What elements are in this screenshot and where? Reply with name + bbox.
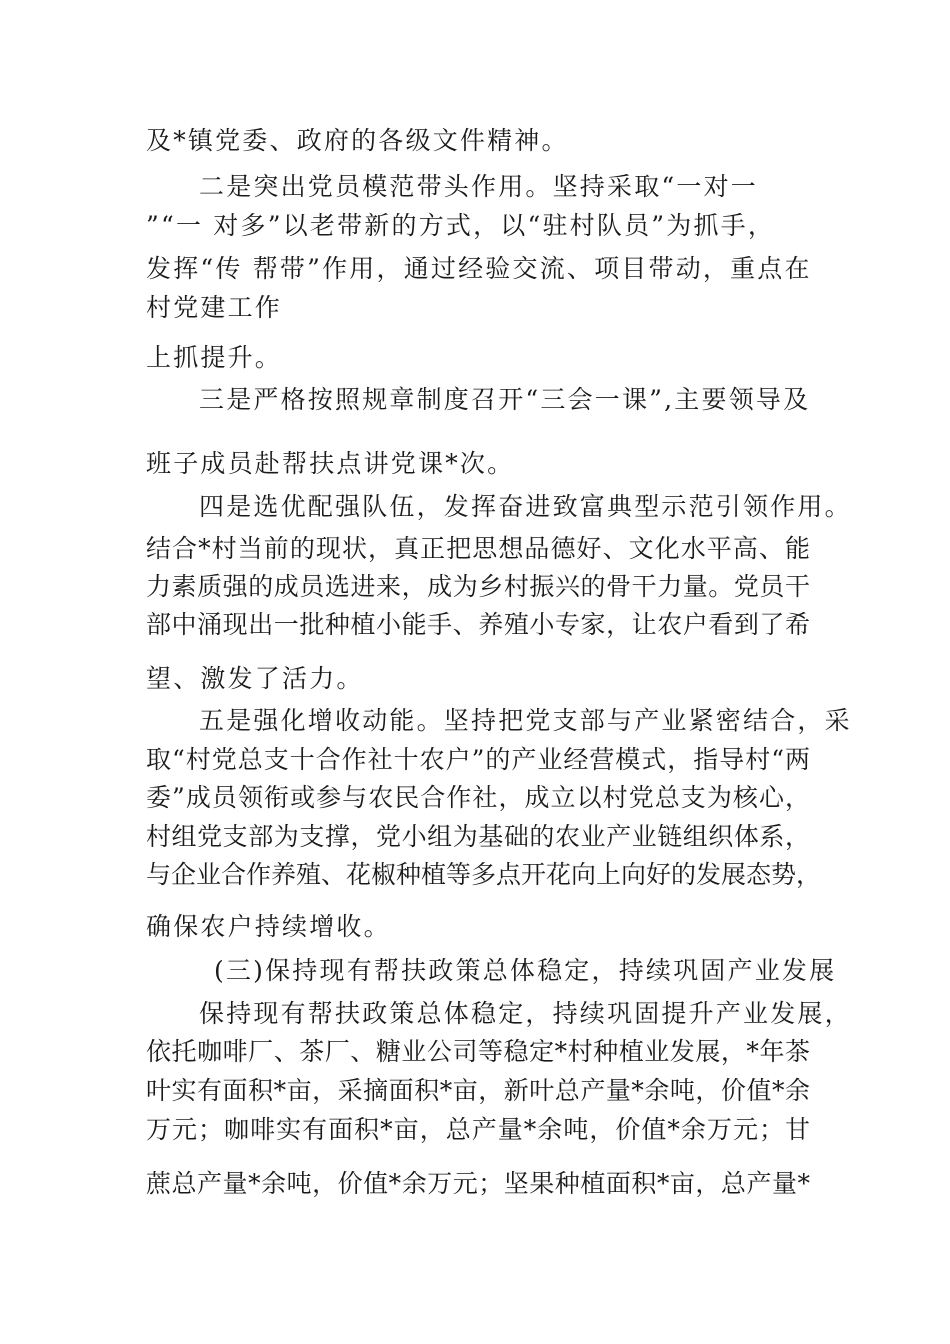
text-line: 结合*村当前的现状，真正把思想品德好、文化水平高、能 <box>146 534 810 563</box>
text-line: ”“一 对多”以老带新的方式，以“驻村队员”为抓手， <box>146 211 776 240</box>
paragraph-start: 二是突出党员模范带头作用。坚持采取“一对一 <box>199 172 758 201</box>
paragraph-start: 四是选优配强队伍，发挥奋进致富典型示范引领作用。 <box>199 492 852 521</box>
text-line: 蔗总产量*余吨，价值*余万元；坚果种植面积*亩，总产量* <box>146 1169 810 1198</box>
text-line: 发挥“传 帮带”作用，通过经验交流、项目带动，重点在 <box>146 254 812 283</box>
text-line: 村组党支部为支撑，党小组为基础的农业产业链组织体系， <box>146 822 810 851</box>
paragraph-start: 保持现有帮扶政策总体稳定，持续巩固提升产业发展， <box>199 999 852 1028</box>
text-line: 力素质强的成员选进来，成为乡村振兴的骨干力量。党员干 <box>146 572 810 601</box>
text-line: 及*镇党委、政府的各级文件精神。 <box>146 126 569 155</box>
text-line: 万元；咖啡实有面积*亩，总产量*余吨，价值*余万元；甘 <box>146 1115 810 1144</box>
text-line: 部中涌现出一批种植小能手、养殖小专家，让农户看到了希 <box>146 610 810 639</box>
text-line: 依托咖啡厂、茶厂、糖业公司等稳定*村种植业发展，*年茶 <box>146 1037 810 1066</box>
text-line: 望、激发了活力。 <box>146 664 364 693</box>
paragraph-start: 五是强化增收动能。坚持把党支部与产业紧密结合，采 <box>199 706 852 735</box>
text-line: 确保农户持续增收。 <box>146 912 391 941</box>
text-line: 班子成员赴帮扶点讲党课*次。 <box>146 449 515 478</box>
text-line: 上抓提升。 <box>146 343 283 372</box>
text-line: 委”成员领衔或参与农民合作社，成立以村党总支为核心， <box>146 783 810 812</box>
text-line: 与企业合作养殖、花椒种植等多点开花向上向好的发展态势， <box>146 860 822 889</box>
paragraph-start: 三是严格按照规章制度召开“三会一课”,主要领导及 <box>199 385 811 414</box>
text-line: 取“村党总支十合作社十农户”的产业经营模式，指导村“两 <box>146 745 810 774</box>
text-line: 叶实有面积*亩，采摘面积*亩，新叶总产量*余吨，价值*余 <box>146 1076 810 1105</box>
text-line: 村党建工作 <box>146 293 283 322</box>
section-heading: (三)保持现有帮扶政策总体稳定，持续巩固产业发展 <box>214 956 837 985</box>
